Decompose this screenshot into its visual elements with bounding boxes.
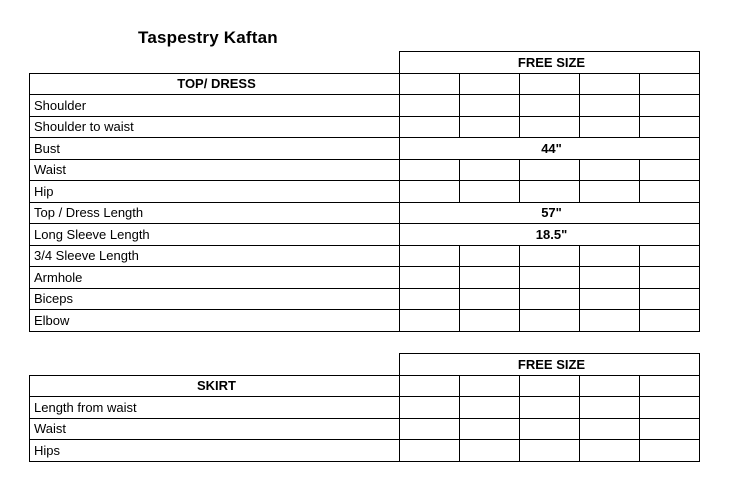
table-row xyxy=(30,375,700,397)
row-value: 18.5" xyxy=(400,224,700,246)
row-label: Hips xyxy=(30,440,400,462)
measure-cell xyxy=(400,375,460,397)
row-label: Long Sleeve Length xyxy=(30,224,400,246)
measure-cell xyxy=(580,116,640,138)
table-row xyxy=(30,95,700,117)
section-title-top-dress: TOP/ DRESS xyxy=(30,73,400,95)
table-row xyxy=(30,245,700,267)
table-row xyxy=(30,397,700,419)
measure-cell xyxy=(460,375,520,397)
row-value: 57" xyxy=(400,202,700,224)
measure-cell xyxy=(400,397,460,419)
measure-cell xyxy=(460,267,520,289)
measure-cell xyxy=(460,116,520,138)
measure-cell xyxy=(400,418,460,440)
measure-cell xyxy=(400,267,460,289)
row-label: 3/4 Sleeve Length xyxy=(30,245,400,267)
measure-cell xyxy=(460,245,520,267)
measure-cell xyxy=(460,440,520,462)
table-row xyxy=(30,418,700,440)
row-value xyxy=(520,159,580,181)
measure-cell xyxy=(640,73,700,95)
row-value xyxy=(520,418,580,440)
page-title: Taspestry Kaftan xyxy=(138,28,278,47)
table-row xyxy=(30,354,700,376)
row-value xyxy=(520,397,580,419)
measure-cell xyxy=(400,310,460,332)
measure-cell xyxy=(400,245,460,267)
table-row xyxy=(30,138,700,160)
measure-cell xyxy=(580,310,640,332)
measure-cell xyxy=(400,159,460,181)
measure-cell xyxy=(640,440,700,462)
row-value xyxy=(520,181,580,203)
row-label: Biceps xyxy=(30,288,400,310)
measure-cell xyxy=(580,245,640,267)
table-row xyxy=(30,440,700,462)
measure-cell xyxy=(640,375,700,397)
row-label: Waist xyxy=(30,418,400,440)
measure-cell xyxy=(460,397,520,419)
measure-cell xyxy=(400,73,460,95)
measure-cell xyxy=(520,375,580,397)
row-label: Top / Dress Length xyxy=(30,202,400,224)
table-row xyxy=(30,310,700,332)
free-size-header: FREE SIZE xyxy=(400,52,700,74)
measure-cell xyxy=(460,73,520,95)
row-label: Waist xyxy=(30,159,400,181)
measure-cell xyxy=(580,418,640,440)
measure-cell xyxy=(640,397,700,419)
row-label: Bust xyxy=(30,138,400,160)
measure-cell xyxy=(640,288,700,310)
measure-cell xyxy=(580,288,640,310)
table-row xyxy=(30,267,700,289)
measure-cell xyxy=(640,310,700,332)
measure-cell xyxy=(580,375,640,397)
top-dress-size-table xyxy=(29,51,700,332)
row-value xyxy=(520,310,580,332)
measure-cell xyxy=(460,418,520,440)
measure-cell xyxy=(580,440,640,462)
measure-cell xyxy=(640,267,700,289)
row-label: Shoulder xyxy=(30,95,400,117)
measure-cell xyxy=(460,310,520,332)
row-label: Shoulder to waist xyxy=(30,116,400,138)
measure-cell xyxy=(460,288,520,310)
row-value: 44" xyxy=(400,138,700,160)
row-value xyxy=(520,95,580,117)
table-row xyxy=(30,202,700,224)
spacer-cell xyxy=(30,354,400,376)
table-row xyxy=(30,52,700,74)
section-title-skirt: SKIRT xyxy=(30,375,400,397)
measure-cell xyxy=(580,267,640,289)
measure-cell xyxy=(640,245,700,267)
measure-cell xyxy=(640,418,700,440)
table-row xyxy=(30,73,700,95)
measure-cell xyxy=(520,73,580,95)
row-value xyxy=(520,267,580,289)
row-label: Length from waist xyxy=(30,397,400,419)
measure-cell xyxy=(640,95,700,117)
measure-cell xyxy=(400,440,460,462)
row-label: Elbow xyxy=(30,310,400,332)
measure-cell xyxy=(400,288,460,310)
measure-cell xyxy=(640,181,700,203)
row-label: Armhole xyxy=(30,267,400,289)
measure-cell xyxy=(640,116,700,138)
measure-cell xyxy=(580,181,640,203)
row-label: Hip xyxy=(30,181,400,203)
measure-cell xyxy=(580,397,640,419)
measure-cell xyxy=(460,181,520,203)
row-value xyxy=(520,288,580,310)
measure-cell xyxy=(640,159,700,181)
table-row xyxy=(30,288,700,310)
row-value xyxy=(520,116,580,138)
spacer-cell xyxy=(30,52,400,74)
row-value xyxy=(520,245,580,267)
table-row xyxy=(30,224,700,246)
free-size-header: FREE SIZE xyxy=(400,354,700,376)
table-row xyxy=(30,159,700,181)
row-value xyxy=(520,440,580,462)
skirt-size-table xyxy=(29,353,700,462)
measure-cell xyxy=(580,95,640,117)
measure-cell xyxy=(580,159,640,181)
table-row xyxy=(30,181,700,203)
measure-cell xyxy=(460,95,520,117)
measure-cell xyxy=(460,159,520,181)
measure-cell xyxy=(400,116,460,138)
measure-cell xyxy=(400,181,460,203)
measure-cell xyxy=(580,73,640,95)
measure-cell xyxy=(400,95,460,117)
table-row xyxy=(30,116,700,138)
